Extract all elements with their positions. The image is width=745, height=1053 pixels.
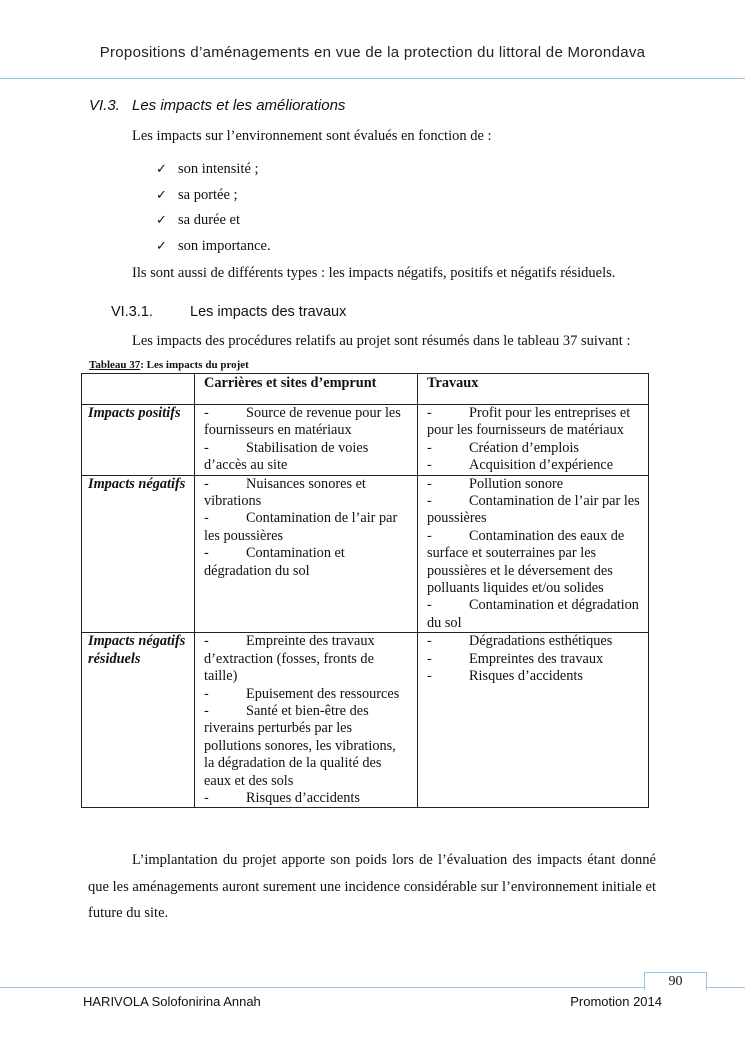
bullet-dash: - <box>427 457 432 474</box>
impact-item <box>427 528 642 598</box>
bullet-dash: - <box>204 439 209 456</box>
impact-item <box>427 476 642 493</box>
impact-item <box>204 633 403 685</box>
section-heading <box>89 97 345 114</box>
impact-item <box>427 440 642 457</box>
section-title: Les impacts et les améliorations <box>132 97 346 114</box>
carrieres-cell <box>195 475 418 633</box>
bullet-dash: - <box>204 633 209 650</box>
criteria-list <box>156 160 271 262</box>
header-rule <box>0 78 745 79</box>
impact-item-text: Santé et bien-être des riverains perturbés par les pollutions sonores, les vibrations, la dégradation de la qualité des eaux et des sols <box>204 702 396 789</box>
carrieres-cell <box>195 633 418 808</box>
impact-item <box>204 510 403 545</box>
impact-item-text: Contamination de l’air par les poussières <box>204 510 398 544</box>
footer-promotion: Promotion 2014 <box>570 994 662 1009</box>
impact-item <box>204 405 403 440</box>
subsection-title: Les impacts des travaux <box>190 304 347 320</box>
table-row <box>82 405 649 476</box>
footer-rule <box>0 987 745 988</box>
impact-item-text: Risques d’accidents <box>246 789 360 806</box>
impact-item-text: Contamination de l’air par les poussières <box>427 493 640 527</box>
header-cell-carrieres: Carrières et sites d’emprunt <box>195 374 418 405</box>
impact-item-text: Stabilisation de voies d’accès au site <box>204 439 369 474</box>
impact-item-text: Contamination et dégradation du sol <box>204 545 345 579</box>
bullet-dash: - <box>427 439 432 456</box>
impact-item <box>204 476 403 511</box>
impact-item <box>427 597 642 632</box>
impact-item-text: Contamination et dégradation du sol <box>427 597 639 631</box>
travaux-cell <box>418 633 649 808</box>
bullet-dash: - <box>204 545 209 562</box>
bullet-dash: - <box>204 702 209 719</box>
bullet-dash: - <box>204 405 209 421</box>
impact-item <box>427 457 642 474</box>
impact-item-text: Epuisement des ressources <box>246 685 400 702</box>
row-label-cell: Impacts négatifs résiduels <box>82 633 195 808</box>
bullet-dash: - <box>427 475 432 492</box>
section-number: VI.3. <box>89 97 120 114</box>
carrieres-cell <box>195 405 418 476</box>
running-header: Propositions d’aménagements en vue de la protection du littoral de Morondava <box>99 44 646 61</box>
impact-item-text: Empreinte des travaux d’extraction (fosses, fronts de taille) <box>204 633 375 685</box>
impact-item-text: Contamination des eaux de surface et souterraines par les poussières et le déversement des polluants liquides et/ou solides <box>427 527 625 597</box>
table-row <box>82 633 649 808</box>
list-item: ✓ sa durée et <box>156 212 240 228</box>
impact-item <box>204 703 403 790</box>
checkmark-icon: ✓ <box>156 213 167 228</box>
subsection-number: VI.3.1. <box>111 304 153 320</box>
bullet-dash: - <box>427 650 432 667</box>
impact-item <box>427 633 642 650</box>
section-intro: Les impacts sur l’environnement sont évalués en fonction de : <box>132 128 492 144</box>
bullet-dash: - <box>427 405 432 421</box>
checkmark-icon: ✓ <box>156 162 167 177</box>
table-caption: Tableau 37: Les impacts du projet <box>89 359 249 371</box>
impact-item <box>204 790 403 807</box>
impact-item-text: Création d’emplois <box>469 439 579 456</box>
table-intro: Les impacts des procédures relatifs au projet sont résumés dans le tableau 37 suivant : <box>132 333 631 349</box>
bullet-dash: - <box>427 597 432 614</box>
impact-item <box>204 440 403 475</box>
impact-item <box>204 686 403 703</box>
bullet-dash: - <box>427 668 432 685</box>
bullet-dash: - <box>427 633 432 650</box>
impact-item <box>204 545 403 580</box>
header-cell-travaux: Travaux <box>418 374 649 405</box>
impact-item <box>427 405 642 440</box>
list-item: ✓ sa portée ; <box>156 186 238 203</box>
bullet-dash: - <box>427 527 432 544</box>
row-label-cell: Impacts positifs <box>82 405 195 476</box>
footer-author: HARIVOLA Solofonirina Annah <box>83 994 261 1009</box>
bullet-dash: - <box>204 789 209 806</box>
bullet-dash: - <box>204 510 209 527</box>
impact-item <box>427 493 642 528</box>
list-item: ✓ son intensité ; <box>156 161 259 177</box>
bullet-dash: - <box>204 685 209 702</box>
checkmark-icon: ✓ <box>156 187 167 203</box>
impact-item-text: Nuisances sonores et vibrations <box>204 475 366 510</box>
impact-item-text: Source de revenue pour les fournisseurs en matériaux <box>204 405 401 439</box>
impact-item <box>427 668 642 685</box>
impact-item-text: Dégradations esthétiques <box>469 633 613 650</box>
closing-paragraph: L’implantation du projet apporte son poids lors de l’évaluation des impacts étant donné que les aménagements auront surement une incidence considérable sur l’environnement initiale et future du site. <box>88 852 656 921</box>
table-row <box>82 475 649 633</box>
bullet-dash: - <box>204 475 209 492</box>
header-cell-empty <box>82 374 195 405</box>
impact-types-text: Ils sont aussi de différents types : les impacts négatifs, positifs et négatifs résiduels. <box>132 265 616 281</box>
table-header-row <box>82 374 649 405</box>
row-label-cell: Impacts négatifs <box>82 475 195 633</box>
list-item: ✓ son importance. <box>156 237 271 254</box>
travaux-cell <box>418 475 649 633</box>
travaux-cell <box>418 405 649 476</box>
impact-item-text: Risques d’accidents <box>469 668 583 685</box>
impact-item-text: Acquisition d’expérience <box>469 457 614 474</box>
bullet-dash: - <box>427 493 432 510</box>
impact-item-text: Empreintes des travaux <box>469 650 604 667</box>
impact-item-text: Pollution sonore <box>469 475 564 492</box>
checkmark-icon: ✓ <box>156 238 167 254</box>
impact-item-text: Profit pour les entreprises et pour les fournisseurs de matériaux <box>427 405 631 439</box>
impact-item <box>427 651 642 668</box>
impacts-table <box>81 373 649 808</box>
subsection-heading <box>111 304 346 320</box>
page-number: 90 <box>644 972 707 990</box>
